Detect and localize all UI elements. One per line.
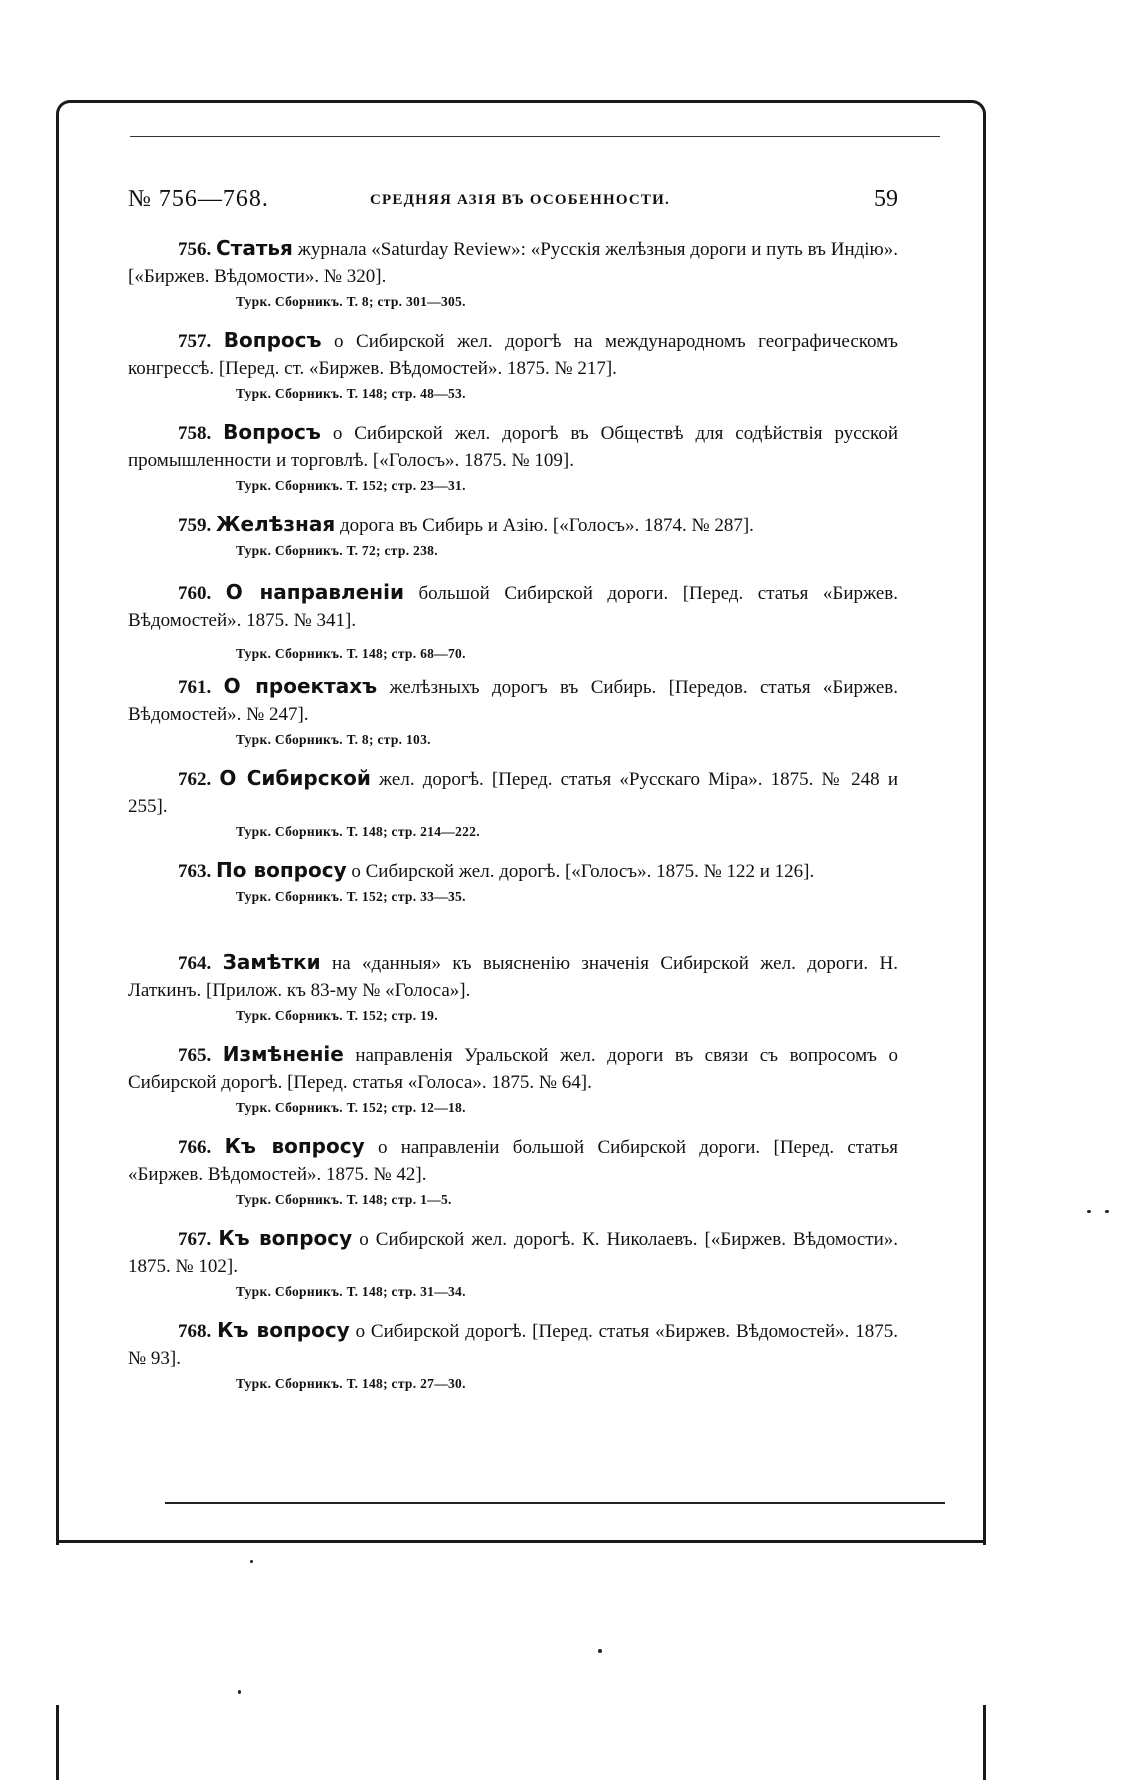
entry-number: 764.	[178, 953, 212, 974]
entry-number: 766.	[178, 1137, 212, 1158]
entry-number: 768.	[178, 1321, 212, 1342]
entry-number: 763.	[178, 861, 212, 882]
entry-title: Замѣтки	[222, 950, 321, 974]
entry-title: Вопросъ	[223, 328, 322, 352]
page-border-bottom	[56, 1540, 986, 1543]
entry-title: Къ вопросу	[217, 1318, 350, 1342]
entry-text: направленія Уральской жел. дороги въ связи съ вопросомъ о Сибирской дорогѣ. [Перед. статья «Голоса». 1875. № 64].	[128, 1045, 898, 1093]
entry-number: 767.	[178, 1229, 212, 1250]
entry-source: Турк. Сборникъ. Т. 152; стр. 19.	[236, 1008, 438, 1023]
entry-text: на «данныя» къ выясненію значенія Сибирской жел. дороги. Н. Латкинъ. [Прилож. къ 83-му № «Голоса»].	[128, 953, 899, 1001]
entry-number: 756.	[178, 239, 212, 260]
scan-speck	[598, 1649, 602, 1653]
bibliography-list	[128, 235, 898, 1409]
scan-speck	[1087, 1210, 1091, 1213]
entry-757	[128, 327, 898, 419]
scan-speck	[1105, 1210, 1109, 1213]
entry-758	[128, 419, 898, 511]
entry-text: о Сибирской жел. дорогѣ. К. Николаевъ. [«Биржев. Вѣдомости». 1875. № 102].	[128, 1229, 898, 1277]
entry-title: О направленіи	[225, 580, 404, 604]
entry-source: Турк. Сборникъ. Т. 8; стр. 103.	[236, 732, 431, 747]
entry-text: о Сибирской жел. дорогѣ. [«Голосъ». 1875. № 122 и 126].	[346, 861, 815, 882]
entry-text: о Сибирской жел. дорогѣ на международномъ географическомъ конгрессѣ. [Перед. ст. «Биржев. Вѣдомостей». 1875. № 217].	[128, 331, 898, 379]
entry-text: о Сибирской жел. дорогѣ въ Обществѣ для содѣйствія русской промышленности и торговлѣ. [«Голосъ». 1875. № 109].	[128, 423, 898, 471]
entry-765	[128, 1041, 898, 1133]
entry-source: Турк. Сборникъ. Т. 152; стр. 23—31.	[236, 478, 466, 493]
entry-number: 758.	[178, 423, 212, 444]
entry-761	[128, 673, 898, 765]
entry-title: Вопросъ	[223, 420, 321, 444]
scan-speck	[238, 1690, 241, 1694]
entry-text: о направленіи большой Сибирской дороги. [Перед. статья «Биржев. Вѣдомостей». 1875. № 42].	[128, 1137, 898, 1185]
running-header	[128, 186, 898, 218]
entry-text: большой Сибирской дороги. [Перед. статья «Биржев. Вѣдомостей». 1875. № 341].	[128, 583, 899, 631]
entry-text: жел. дорогѣ. [Перед. статья «Русскаго Міра». 1875. № 248 и 255].	[128, 769, 898, 817]
entry-768	[128, 1317, 898, 1409]
entry-source: Турк. Сборникъ. Т. 148; стр. 1—5.	[236, 1192, 452, 1207]
entry-title: По вопросу	[216, 858, 347, 882]
entry-762	[128, 765, 898, 857]
entry-source: Турк. Сборникъ. Т. 152; стр. 12—18.	[236, 1100, 466, 1115]
entry-759	[128, 511, 898, 579]
entry-text: журнала «Saturday Review»: «Русскія желѣзныя дороги и путь въ Индію». [«Биржев. Вѣдомости». № 320].	[128, 239, 899, 287]
entry-number: 759.	[178, 515, 212, 536]
entry-756	[128, 235, 898, 327]
section-title: СРЕДНЯЯ АЗІЯ ВЪ ОСОБЕННОСТИ.	[370, 192, 670, 208]
entry-766	[128, 1133, 898, 1225]
entry-source: Турк. Сборникъ. Т. 148; стр. 214—222.	[236, 824, 480, 839]
entry-763	[128, 857, 898, 949]
entry-number: 761.	[178, 677, 212, 698]
entry-title: Желѣзная	[216, 512, 336, 536]
entry-number: 757.	[178, 331, 212, 352]
entry-source: Турк. Сборникъ. Т. 148; стр. 68—70.	[236, 646, 466, 661]
entry-title: О проектахъ	[223, 674, 378, 698]
entry-number: 760.	[178, 583, 212, 604]
entry-source: Турк. Сборникъ. Т. 152; стр. 33—35.	[236, 889, 466, 904]
entry-767	[128, 1225, 898, 1317]
entry-title: Къ вопросу	[224, 1134, 365, 1158]
entry-source: Турк. Сборникъ. Т. 148; стр. 31—34.	[236, 1284, 466, 1299]
entry-title: Къ вопросу	[218, 1226, 353, 1250]
entry-source: Турк. Сборникъ. Т. 8; стр. 301—305.	[236, 294, 466, 309]
entry-title: Статья	[216, 236, 293, 260]
entry-source: Турк. Сборникъ. Т. 148; стр. 27—30.	[236, 1376, 466, 1391]
entry-range: № 756—768.	[128, 186, 269, 212]
entry-text: о Сибирской дорогѣ. [Перед. статья «Биржев. Вѣдомостей». 1875. № 93].	[128, 1321, 898, 1369]
entry-title: Измѣненіе	[222, 1042, 344, 1066]
entry-source: Турк. Сборникъ. Т. 72; стр. 238.	[236, 543, 438, 558]
entry-source: Турк. Сборникъ. Т. 148; стр. 48—53.	[236, 386, 466, 401]
page-number: 59	[874, 186, 898, 212]
white-mask	[50, 1545, 1000, 1705]
bottom-rule	[165, 1502, 945, 1504]
entry-number: 762.	[178, 769, 212, 790]
entry-title: О Сибирской	[219, 766, 371, 790]
entry-number: 765.	[178, 1045, 212, 1066]
scan-speck	[250, 1560, 253, 1563]
entry-760	[128, 579, 898, 673]
entry-text: дорога въ Сибирь и Азію. [«Голосъ». 1874. № 287].	[335, 515, 754, 536]
top-rule	[130, 136, 940, 137]
entry-764	[128, 949, 898, 1041]
entry-text: желѣзныхъ дорогъ въ Сибирь. [Передов. статья «Биржев. Вѣдомостей». № 247].	[128, 677, 899, 725]
